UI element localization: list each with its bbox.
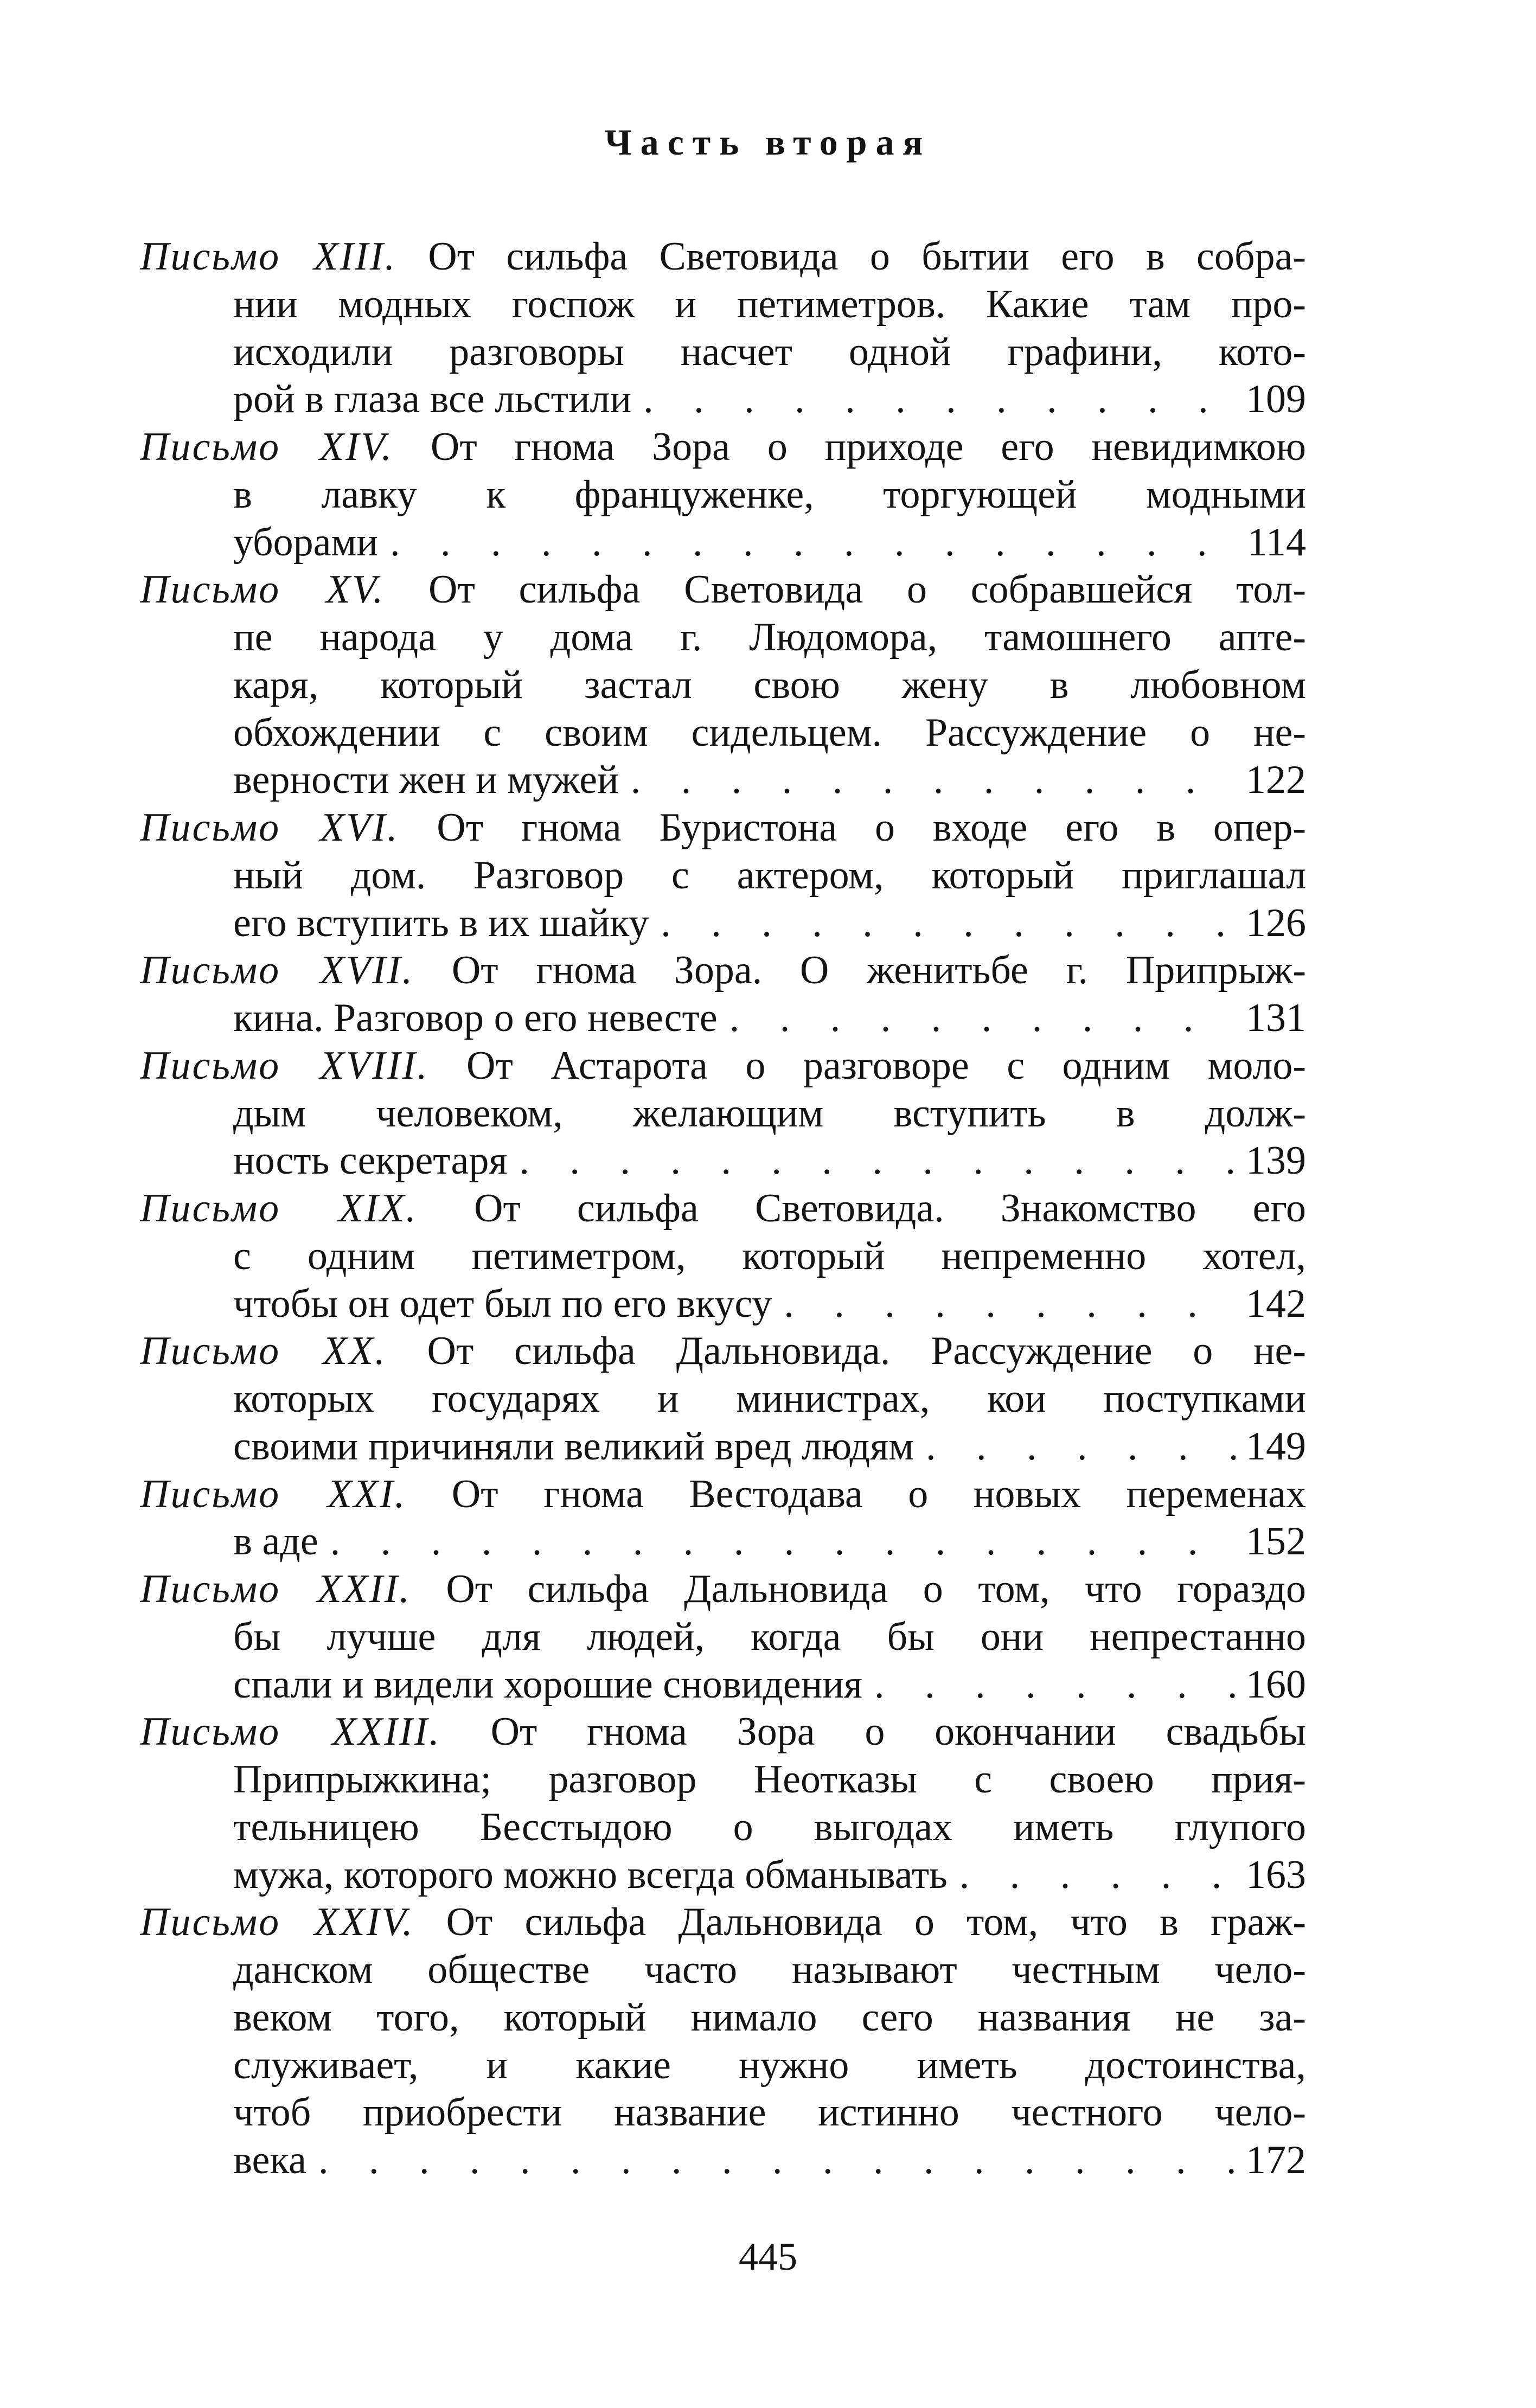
toc-entry-text	[233, 1852, 948, 1899]
letter-label: Письмо XXIV.	[140, 1900, 414, 1945]
letter-label: Письмо XIV.	[140, 425, 394, 469]
toc-entry-line	[140, 614, 1306, 662]
toc-line-text: чтоб приобрести название истинно честного чело-	[233, 2090, 1306, 2135]
letter-label: Письмо XXIII.	[140, 1709, 441, 1754]
dot-leader	[631, 757, 1236, 804]
toc-line-text: кина. Разговор о его невесте	[233, 996, 718, 1040]
toc-page-number: 152	[1246, 1519, 1306, 1564]
toc-entry	[140, 1708, 1306, 1899]
toc-page-number: 122	[1246, 758, 1306, 803]
toc-entry-line	[140, 1994, 1306, 2042]
toc-line-text: его вступить в их шайку	[233, 900, 649, 945]
toc-line-text: пе народа у дома г. Людомора, тамошнего апте-	[233, 615, 1306, 659]
dot-leader	[661, 900, 1236, 947]
toc-entry	[140, 1899, 1306, 2185]
toc-line-text: мужа, которого можно всегда обманывать	[233, 1852, 948, 1897]
toc-entry-line	[140, 2089, 1306, 2137]
toc-entry-line	[140, 662, 1306, 709]
toc-entry-last-line	[140, 1518, 1306, 1566]
toc-entry	[140, 233, 1306, 424]
toc-entry-line	[140, 233, 1306, 281]
toc-entry-text	[233, 900, 649, 947]
dot-leader	[729, 995, 1236, 1042]
toc-entry-last-line	[140, 757, 1306, 804]
toc-line-text: чтобы он одет был по его вкусу	[233, 1281, 772, 1326]
toc-line-text: От гнома Зора. О женитьбе г. Припрыж-	[414, 948, 1306, 993]
toc-line-text: в лавку к француженке, торгующей модными	[233, 472, 1306, 517]
toc-line-text: которых государях и министрах, кои поступками	[233, 1376, 1306, 1421]
toc-line-text: От гнома Вестодава о новых переменах	[406, 1471, 1306, 1516]
toc-page-number: 160	[1246, 1662, 1306, 1707]
toc-entry-line	[140, 1756, 1306, 1804]
toc-line-text: От гнома Зора о приходе его невидимкою	[393, 425, 1306, 469]
toc-line-text: служивает, и какие нужно иметь достоинства,	[233, 2042, 1306, 2087]
toc-entry-last-line	[140, 995, 1306, 1042]
toc-entry-last-line	[140, 1137, 1306, 1185]
toc-page-number: 163	[1246, 1852, 1306, 1897]
toc-entry-line	[140, 329, 1306, 376]
dot-leader	[330, 1518, 1236, 1566]
toc-line-text: ность секретаря	[233, 1138, 508, 1183]
letter-label: Письмо XVIII.	[140, 1043, 429, 1088]
dot-leader	[874, 1661, 1236, 1709]
toc-line-text: тельницею Бесстыдою о выгодах иметь глупого	[233, 1804, 1306, 1849]
toc-entry-last-line	[140, 1423, 1306, 1471]
toc-entry	[140, 1042, 1306, 1185]
toc-entry	[140, 424, 1306, 566]
toc-entry	[140, 566, 1306, 804]
toc-page-number: 172	[1246, 2138, 1306, 2182]
toc-page-number: 126	[1246, 900, 1306, 945]
toc-entry	[140, 1471, 1306, 1566]
letter-label: Письмо XV.	[140, 567, 385, 612]
letter-label: Письмо XX.	[140, 1329, 387, 1374]
toc-entry-line	[140, 1566, 1306, 1613]
toc-line-text: нии модных госпож и петиметров. Какие там про-	[233, 281, 1306, 326]
toc-entry-line	[140, 281, 1306, 329]
toc-line-text: От сильфа Дальновида о том, что в граж-	[414, 1900, 1306, 1945]
toc-entry-line	[140, 1708, 1306, 1756]
toc-entry-text	[233, 1137, 507, 1185]
toc-line-text: От сильфа Световида о бытии его в собра-	[396, 234, 1306, 279]
toc-entry-line	[140, 1613, 1306, 1661]
toc-entry-line	[140, 947, 1306, 995]
toc-line-text: Припрыжкина; разговор Неотказы с своею прия-	[233, 1757, 1306, 1802]
toc-entry-text	[233, 995, 718, 1042]
toc-entry	[140, 804, 1306, 947]
toc-line-text: дым человеком, желающим вступить в долж-	[233, 1091, 1306, 1136]
dot-leader	[926, 1423, 1236, 1471]
toc-line-text: своими причиняли великий вред людям	[233, 1424, 914, 1469]
toc-line-text: обхождении с своим сидельцем. Рассуждение о не-	[233, 710, 1306, 755]
toc-line-text: данском обществе часто называют честным чело-	[233, 1948, 1306, 1992]
toc-entry-text	[233, 1423, 914, 1471]
toc-page-number: 149	[1246, 1424, 1306, 1469]
toc-line-text: От гнома Зора о окончании свадьбы	[440, 1709, 1306, 1754]
toc-line-text: исходили разговоры насчет одной графини, кото-	[233, 329, 1306, 374]
toc-entry-line	[140, 1042, 1306, 1090]
table-of-contents	[140, 233, 1306, 2185]
letter-label: Письмо XVI.	[140, 805, 399, 850]
toc-entry-line	[140, 1804, 1306, 1852]
toc-entry-line	[140, 424, 1306, 471]
toc-entry	[140, 947, 1306, 1042]
toc-entry-text	[233, 757, 619, 804]
dot-leader	[643, 376, 1236, 424]
toc-entry-last-line	[140, 376, 1306, 424]
toc-line-text: каря, который застал свою жену в любовном	[233, 662, 1306, 707]
section-heading: Часть вторая	[604, 121, 932, 163]
letter-label: Письмо XIII.	[140, 234, 397, 279]
toc-page-number: 114	[1247, 520, 1306, 565]
toc-page-number: 109	[1246, 377, 1306, 422]
toc-entry-line	[140, 1899, 1306, 1946]
dot-leader	[390, 519, 1236, 567]
toc-page-number: 142	[1246, 1281, 1306, 1326]
toc-line-text: От Астарота о разговоре с одним моло-	[428, 1043, 1306, 1088]
toc-entry-text	[233, 2137, 306, 2185]
toc-entry-last-line	[140, 519, 1306, 567]
toc-entry-last-line	[140, 1852, 1306, 1899]
toc-entry-line	[140, 566, 1306, 614]
toc-entry	[140, 1566, 1306, 1708]
letter-label: Письмо XXII.	[140, 1567, 411, 1611]
toc-page-number: 139	[1246, 1138, 1306, 1183]
toc-entry-line	[140, 1375, 1306, 1423]
dot-leader	[519, 1137, 1236, 1185]
toc-line-text: в аде	[233, 1519, 318, 1564]
toc-line-text: ный дом. Разговор с актером, который приглашал	[233, 853, 1306, 898]
letter-label: Письмо XIX.	[140, 1186, 418, 1231]
toc-entry-line	[140, 1233, 1306, 1280]
toc-entry-line	[140, 804, 1306, 852]
toc-entry-last-line	[140, 900, 1306, 947]
toc-entry-line	[140, 1946, 1306, 1994]
toc-line-text: верности жен и мужей	[233, 758, 619, 803]
toc-line-text: От сильфа Дальновида о том, что гораздо	[411, 1567, 1306, 1611]
toc-line-text: века	[233, 2138, 307, 2182]
toc-entry-line	[140, 1471, 1306, 1519]
toc-entry-text	[233, 519, 378, 567]
toc-entry-text	[233, 1661, 862, 1709]
toc-line-text: От сильфа Световида о собравшейся тол-	[385, 567, 1306, 612]
dot-leader	[784, 1280, 1236, 1328]
toc-entry-text	[233, 376, 631, 424]
toc-entry-line	[140, 709, 1306, 757]
toc-page-number: 131	[1246, 996, 1306, 1040]
toc-line-text: уборами	[233, 520, 378, 565]
toc-entry-last-line	[140, 1280, 1306, 1328]
letter-label: Письмо XXI.	[140, 1471, 407, 1516]
toc-entry-last-line	[140, 1661, 1306, 1709]
toc-entry-line	[140, 1328, 1306, 1375]
toc-line-text: веком того, который нимало сего названия не за-	[233, 1995, 1306, 2040]
toc-line-text: с одним петиметром, который непременно хотел,	[233, 1233, 1306, 1278]
toc-line-text: От гнома Буристона о входе его в опер-	[399, 805, 1306, 850]
toc-entry-text	[233, 1280, 772, 1328]
toc-line-text: рой в глаза все льстили	[233, 377, 632, 422]
page-number: 445	[739, 2235, 797, 2278]
toc-entry-line	[140, 471, 1306, 519]
toc-entry-line	[140, 852, 1306, 900]
toc-entry-line	[140, 2042, 1306, 2090]
toc-entry-last-line	[140, 2137, 1306, 2185]
dot-leader	[318, 2137, 1236, 2185]
toc-entry	[140, 1328, 1306, 1470]
toc-line-text: бы лучше для людей, когда бы они непрестанно	[233, 1614, 1306, 1659]
toc-entry-line	[140, 1090, 1306, 1138]
toc-entry-text	[233, 1518, 318, 1566]
dot-leader	[959, 1852, 1236, 1899]
toc-line-text: От сильфа Световида. Знакомство его	[417, 1186, 1306, 1231]
toc-entry-line	[140, 1185, 1306, 1233]
toc-entry	[140, 1185, 1306, 1328]
letter-label: Письмо XVII.	[140, 948, 414, 993]
toc-line-text: От сильфа Дальновида. Рассуждение о не-	[386, 1329, 1306, 1374]
toc-line-text: спали и видели хорошие сновидения	[233, 1662, 862, 1707]
